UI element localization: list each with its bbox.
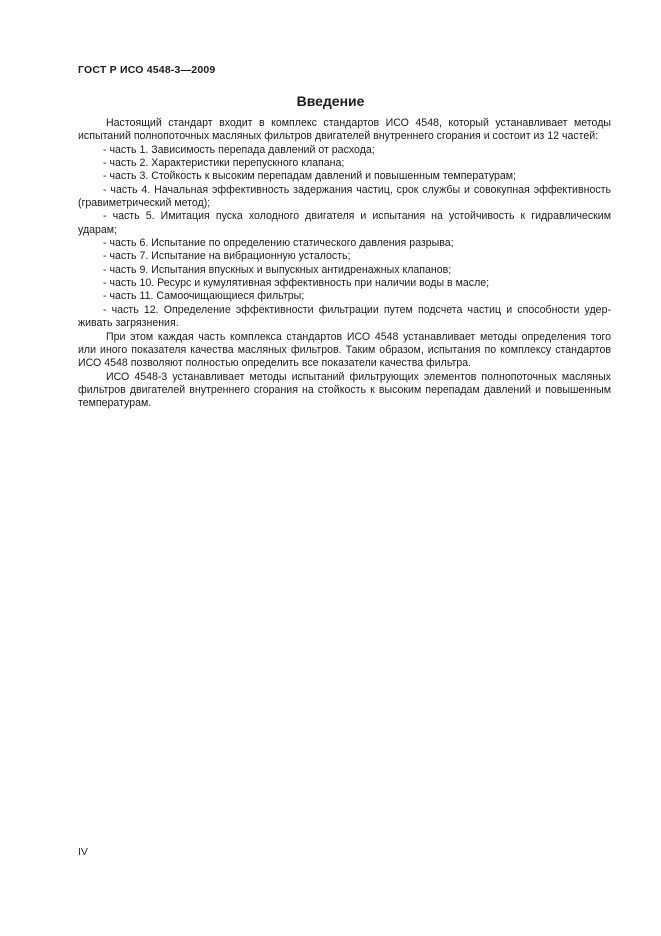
- standard-part-item: - часть 10. Ресурс и кумулятивная эффективность при наличии воды в масле;: [103, 277, 490, 290]
- standard-part-item: - часть 7. Испытание на вибрационную усталость;: [103, 250, 351, 263]
- standard-part-item: - часть 4. Начальная эффективность задержания частиц, срок службы и совокупная эффективность (гравиметрический метод);: [78, 183, 611, 210]
- standard-part-item: - часть 9. Испытания впускных и выпускных антидренажных клапанов;: [103, 263, 452, 276]
- standard-part-item: - часть 1. Зависимость перепада давлений от расхода;: [103, 143, 375, 156]
- standard-part-item: - часть 11. Самоочищающиеся фильтры;: [103, 290, 305, 303]
- standard-part-item: - часть 12. Определение эффективности фильтрации путем подсчета частиц и способности удерживать загрязнения.: [78, 303, 611, 330]
- paragraph-scope-note: ИСО 4548-3 устанавливает методы испытаний фильтрующих элементов полнопоточных масляных фильтров двигателей внутреннего сгорания на стойкость к высоким перепадам давлений и повышенным температурам.: [78, 370, 611, 410]
- document-body: [78, 117, 611, 411]
- standard-part-item: - часть 5. Имитация пуска холодного двигателя и испытания на устойчивость к гидравлическим ударам;: [78, 210, 611, 236]
- page-number: IV: [78, 846, 88, 858]
- standard-part-item: - часть 3. Стойкость к высоким перепадам давлений и повышенным температурам;: [103, 170, 517, 183]
- standard-part-item: - часть 6. Испытание по определению статического давления разрыва;: [103, 237, 454, 250]
- running-header: ГОСТ Р ИСО 4548-3—2009: [78, 64, 216, 76]
- section-title: Введение: [296, 93, 365, 109]
- intro-paragraph: Настоящий стандарт входит в комплекс стандартов ИСО 4548, который устанавливает методы испытаний полнопоточных масляных фильтров двигателей внутреннего сгорания и состоит из 12 частей:: [78, 117, 611, 143]
- paragraph-complex-note: При этом каждая часть комплекса стандартов ИСО 4548 устанавливает методы определения того или иного показателя качества масляных фильтров. Таким образом, испытания по комплексу стандартов ИСО 4548 позволяют полностью определить все показатели качества фильтра.: [78, 330, 611, 370]
- standard-part-item: - часть 2. Характеристики перепускного клапана;: [103, 157, 345, 170]
